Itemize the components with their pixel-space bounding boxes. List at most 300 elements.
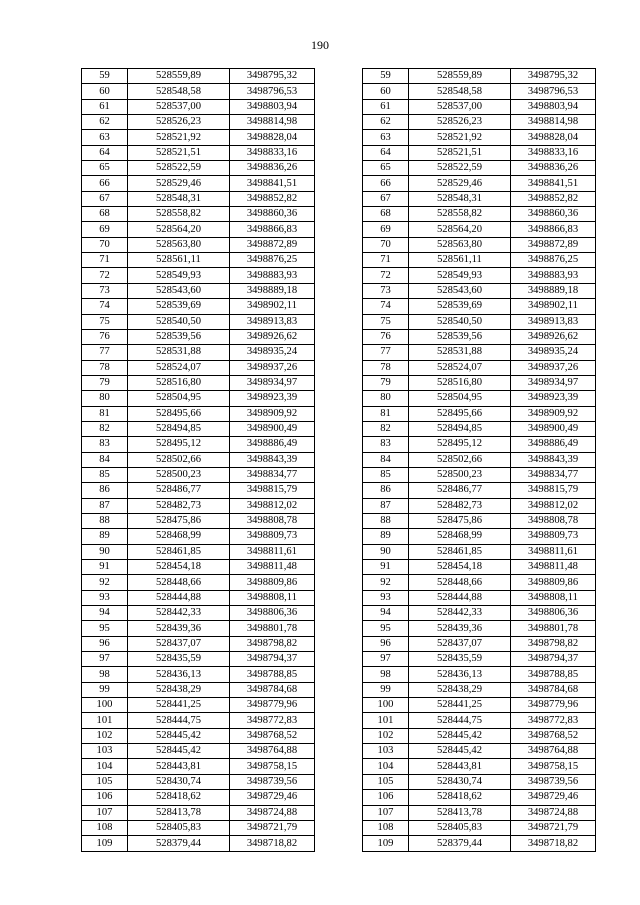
table-row [82,222,596,237]
left-y-coordinate-cell: 3498811,61 [230,544,315,559]
right-point-number-cell: 62 [363,115,409,130]
right-x-coordinate-cell: 528559,89 [409,69,511,84]
right-x-coordinate-cell: 528445,42 [409,728,511,743]
right-y-coordinate-cell: 3498841,51 [511,176,596,191]
right-y-coordinate-cell: 3498937,26 [511,360,596,375]
right-y-coordinate-cell: 3498909,92 [511,406,596,421]
left-point-number-cell: 60 [82,84,128,99]
right-y-coordinate-cell: 3498872,89 [511,237,596,252]
right-y-coordinate-cell: 3498811,61 [511,544,596,559]
left-point-number-cell: 76 [82,329,128,344]
table-row [82,99,596,114]
column-gap [315,744,363,759]
column-gap [315,529,363,544]
left-point-number-cell: 70 [82,237,128,252]
left-y-coordinate-cell: 3498758,15 [230,759,315,774]
left-point-number-cell: 108 [82,820,128,835]
right-x-coordinate-cell: 528441,25 [409,698,511,713]
table-row [82,621,596,636]
left-x-coordinate-cell: 528502,66 [128,452,230,467]
right-point-number-cell: 108 [363,820,409,835]
right-x-coordinate-cell: 528461,85 [409,544,511,559]
column-gap [315,790,363,805]
left-point-number-cell: 105 [82,774,128,789]
right-point-number-cell: 63 [363,130,409,145]
left-point-number-cell: 68 [82,207,128,222]
right-y-coordinate-cell: 3498764,88 [511,744,596,759]
right-y-coordinate-cell: 3498739,56 [511,774,596,789]
right-x-coordinate-cell: 528448,66 [409,575,511,590]
table-row [82,130,596,145]
left-x-coordinate-cell: 528529,46 [128,176,230,191]
left-point-number-cell: 84 [82,452,128,467]
right-x-coordinate-cell: 528442,33 [409,606,511,621]
left-x-coordinate-cell: 528413,78 [128,805,230,820]
left-point-number-cell: 87 [82,498,128,513]
right-y-coordinate-cell: 3498828,04 [511,130,596,145]
table-row [82,667,596,682]
left-point-number-cell: 98 [82,667,128,682]
right-y-coordinate-cell: 3498808,11 [511,590,596,605]
right-point-number-cell: 82 [363,421,409,436]
column-gap [315,452,363,467]
right-x-coordinate-cell: 528379,44 [409,836,511,852]
right-point-number-cell: 106 [363,790,409,805]
left-y-coordinate-cell: 3498721,79 [230,820,315,835]
right-point-number-cell: 103 [363,744,409,759]
left-point-number-cell: 101 [82,713,128,728]
right-x-coordinate-cell: 528494,85 [409,421,511,436]
column-gap [315,283,363,298]
right-x-coordinate-cell: 528439,36 [409,621,511,636]
right-x-coordinate-cell: 528454,18 [409,560,511,575]
right-y-coordinate-cell: 3498729,46 [511,790,596,805]
right-y-coordinate-cell: 3498801,78 [511,621,596,636]
left-x-coordinate-cell: 528539,56 [128,329,230,344]
right-y-coordinate-cell: 3498784,68 [511,682,596,697]
left-x-coordinate-cell: 528549,93 [128,268,230,283]
table-row [82,467,596,482]
right-y-coordinate-cell: 3498866,83 [511,222,596,237]
table-row [82,529,596,544]
right-x-coordinate-cell: 528558,82 [409,207,511,222]
right-point-number-cell: 68 [363,207,409,222]
column-gap [315,360,363,375]
left-x-coordinate-cell: 528500,23 [128,467,230,482]
right-y-coordinate-cell: 3498902,11 [511,299,596,314]
table-row [82,176,596,191]
left-y-coordinate-cell: 3498934,97 [230,375,315,390]
left-y-coordinate-cell: 3498794,37 [230,652,315,667]
right-y-coordinate-cell: 3498836,26 [511,161,596,176]
left-y-coordinate-cell: 3498926,62 [230,329,315,344]
right-point-number-cell: 66 [363,176,409,191]
right-point-number-cell: 97 [363,652,409,667]
column-gap [315,69,363,84]
left-x-coordinate-cell: 528540,50 [128,314,230,329]
right-y-coordinate-cell: 3498724,88 [511,805,596,820]
right-y-coordinate-cell: 3498794,37 [511,652,596,667]
right-point-number-cell: 104 [363,759,409,774]
table-row [82,391,596,406]
right-y-coordinate-cell: 3498772,83 [511,713,596,728]
left-x-coordinate-cell: 528437,07 [128,636,230,651]
left-x-coordinate-cell: 528504,95 [128,391,230,406]
left-x-coordinate-cell: 528521,51 [128,145,230,160]
right-point-number-cell: 69 [363,222,409,237]
left-point-number-cell: 100 [82,698,128,713]
left-point-number-cell: 77 [82,345,128,360]
column-gap [315,652,363,667]
right-point-number-cell: 71 [363,253,409,268]
right-point-number-cell: 81 [363,406,409,421]
right-point-number-cell: 92 [363,575,409,590]
column-gap [315,84,363,99]
right-x-coordinate-cell: 528443,81 [409,759,511,774]
table-row [82,513,596,528]
right-point-number-cell: 96 [363,636,409,651]
left-y-coordinate-cell: 3498798,82 [230,636,315,651]
table-row [82,836,596,852]
coordinates-table-body [82,69,596,852]
right-y-coordinate-cell: 3498803,94 [511,99,596,114]
left-point-number-cell: 85 [82,467,128,482]
table-row [82,452,596,467]
table-row [82,728,596,743]
left-y-coordinate-cell: 3498841,51 [230,176,315,191]
left-point-number-cell: 80 [82,391,128,406]
left-y-coordinate-cell: 3498809,73 [230,529,315,544]
left-y-coordinate-cell: 3498866,83 [230,222,315,237]
left-point-number-cell: 86 [82,483,128,498]
left-y-coordinate-cell: 3498876,25 [230,253,315,268]
right-point-number-cell: 98 [363,667,409,682]
right-x-coordinate-cell: 528495,12 [409,437,511,452]
right-x-coordinate-cell: 528549,93 [409,268,511,283]
right-x-coordinate-cell: 528529,46 [409,176,511,191]
right-x-coordinate-cell: 528539,56 [409,329,511,344]
left-point-number-cell: 104 [82,759,128,774]
right-x-coordinate-cell: 528564,20 [409,222,511,237]
left-x-coordinate-cell: 528516,80 [128,375,230,390]
left-x-coordinate-cell: 528445,42 [128,728,230,743]
column-gap [315,329,363,344]
left-y-coordinate-cell: 3498772,83 [230,713,315,728]
left-x-coordinate-cell: 528482,73 [128,498,230,513]
left-y-coordinate-cell: 3498923,39 [230,391,315,406]
right-x-coordinate-cell: 528413,78 [409,805,511,820]
column-gap [315,437,363,452]
left-point-number-cell: 97 [82,652,128,667]
right-point-number-cell: 78 [363,360,409,375]
left-y-coordinate-cell: 3498872,89 [230,237,315,252]
right-point-number-cell: 88 [363,513,409,528]
left-y-coordinate-cell: 3498806,36 [230,606,315,621]
column-gap [315,268,363,283]
left-y-coordinate-cell: 3498796,53 [230,84,315,99]
left-y-coordinate-cell: 3498784,68 [230,682,315,697]
left-x-coordinate-cell: 528564,20 [128,222,230,237]
right-point-number-cell: 99 [363,682,409,697]
right-x-coordinate-cell: 528486,77 [409,483,511,498]
right-y-coordinate-cell: 3498808,78 [511,513,596,528]
left-x-coordinate-cell: 528561,11 [128,253,230,268]
left-x-coordinate-cell: 528438,29 [128,682,230,697]
left-x-coordinate-cell: 528436,13 [128,667,230,682]
column-gap [315,820,363,835]
left-point-number-cell: 67 [82,191,128,206]
left-point-number-cell: 95 [82,621,128,636]
column-gap [315,145,363,160]
right-x-coordinate-cell: 528495,66 [409,406,511,421]
left-x-coordinate-cell: 528531,88 [128,345,230,360]
right-y-coordinate-cell: 3498809,73 [511,529,596,544]
right-x-coordinate-cell: 528502,66 [409,452,511,467]
left-point-number-cell: 61 [82,99,128,114]
table-row [82,314,596,329]
right-y-coordinate-cell: 3498788,85 [511,667,596,682]
right-y-coordinate-cell: 3498812,02 [511,498,596,513]
left-point-number-cell: 74 [82,299,128,314]
left-y-coordinate-cell: 3498843,39 [230,452,315,467]
left-point-number-cell: 64 [82,145,128,160]
table-row [82,820,596,835]
table-row [82,253,596,268]
left-point-number-cell: 93 [82,590,128,605]
right-point-number-cell: 102 [363,728,409,743]
right-y-coordinate-cell: 3498806,36 [511,606,596,621]
right-x-coordinate-cell: 528516,80 [409,375,511,390]
column-gap [315,345,363,360]
right-x-coordinate-cell: 528563,80 [409,237,511,252]
right-x-coordinate-cell: 528435,59 [409,652,511,667]
column-gap [315,774,363,789]
column-gap [315,759,363,774]
right-y-coordinate-cell: 3498721,79 [511,820,596,835]
right-point-number-cell: 64 [363,145,409,160]
left-point-number-cell: 71 [82,253,128,268]
left-point-number-cell: 62 [82,115,128,130]
left-x-coordinate-cell: 528418,62 [128,790,230,805]
column-gap [315,667,363,682]
column-gap [315,237,363,252]
right-y-coordinate-cell: 3498779,96 [511,698,596,713]
right-x-coordinate-cell: 528548,58 [409,84,511,99]
left-y-coordinate-cell: 3498808,78 [230,513,315,528]
right-point-number-cell: 87 [363,498,409,513]
right-y-coordinate-cell: 3498923,39 [511,391,596,406]
column-gap [315,636,363,651]
column-gap [315,560,363,575]
left-point-number-cell: 89 [82,529,128,544]
left-point-number-cell: 69 [82,222,128,237]
right-point-number-cell: 91 [363,560,409,575]
column-gap [315,698,363,713]
table-row [82,606,596,621]
right-y-coordinate-cell: 3498809,86 [511,575,596,590]
left-y-coordinate-cell: 3498886,49 [230,437,315,452]
right-point-number-cell: 76 [363,329,409,344]
right-y-coordinate-cell: 3498843,39 [511,452,596,467]
table-row [82,682,596,697]
column-gap [315,682,363,697]
left-point-number-cell: 88 [82,513,128,528]
right-x-coordinate-cell: 528543,60 [409,283,511,298]
left-x-coordinate-cell: 528522,59 [128,161,230,176]
left-point-number-cell: 72 [82,268,128,283]
right-x-coordinate-cell: 528482,73 [409,498,511,513]
left-y-coordinate-cell: 3498909,92 [230,406,315,421]
left-x-coordinate-cell: 528445,42 [128,744,230,759]
right-x-coordinate-cell: 528524,07 [409,360,511,375]
right-y-coordinate-cell: 3498889,18 [511,283,596,298]
left-x-coordinate-cell: 528526,23 [128,115,230,130]
table-row [82,544,596,559]
right-y-coordinate-cell: 3498935,24 [511,345,596,360]
left-point-number-cell: 99 [82,682,128,697]
left-x-coordinate-cell: 528543,60 [128,283,230,298]
right-y-coordinate-cell: 3498886,49 [511,437,596,452]
left-x-coordinate-cell: 528494,85 [128,421,230,436]
right-y-coordinate-cell: 3498926,62 [511,329,596,344]
right-x-coordinate-cell: 528537,00 [409,99,511,114]
left-point-number-cell: 82 [82,421,128,436]
column-gap [315,130,363,145]
right-point-number-cell: 73 [363,283,409,298]
right-point-number-cell: 67 [363,191,409,206]
left-y-coordinate-cell: 3498834,77 [230,467,315,482]
column-gap [315,176,363,191]
table-row [82,652,596,667]
right-point-number-cell: 90 [363,544,409,559]
right-y-coordinate-cell: 3498852,82 [511,191,596,206]
left-point-number-cell: 78 [82,360,128,375]
left-x-coordinate-cell: 528461,85 [128,544,230,559]
left-y-coordinate-cell: 3498788,85 [230,667,315,682]
table-row [82,161,596,176]
right-x-coordinate-cell: 528468,99 [409,529,511,544]
left-point-number-cell: 66 [82,176,128,191]
left-point-number-cell: 92 [82,575,128,590]
column-gap [315,498,363,513]
right-point-number-cell: 89 [363,529,409,544]
left-point-number-cell: 94 [82,606,128,621]
left-x-coordinate-cell: 528468,99 [128,529,230,544]
left-x-coordinate-cell: 528405,83 [128,820,230,835]
table-row [82,483,596,498]
table-row [82,299,596,314]
left-point-number-cell: 59 [82,69,128,84]
left-point-number-cell: 109 [82,836,128,852]
table-row [82,145,596,160]
left-x-coordinate-cell: 528442,33 [128,606,230,621]
left-x-coordinate-cell: 528435,59 [128,652,230,667]
right-y-coordinate-cell: 3498883,93 [511,268,596,283]
left-x-coordinate-cell: 528548,58 [128,84,230,99]
column-gap [315,191,363,206]
left-y-coordinate-cell: 3498729,46 [230,790,315,805]
left-point-number-cell: 102 [82,728,128,743]
table-row [82,560,596,575]
left-y-coordinate-cell: 3498724,88 [230,805,315,820]
table-row [82,805,596,820]
right-y-coordinate-cell: 3498768,52 [511,728,596,743]
left-point-number-cell: 90 [82,544,128,559]
column-gap [315,621,363,636]
right-point-number-cell: 65 [363,161,409,176]
right-y-coordinate-cell: 3498758,15 [511,759,596,774]
table-row [82,191,596,206]
left-y-coordinate-cell: 3498889,18 [230,283,315,298]
right-point-number-cell: 74 [363,299,409,314]
column-gap [315,99,363,114]
column-gap [315,513,363,528]
left-x-coordinate-cell: 528548,31 [128,191,230,206]
right-x-coordinate-cell: 528475,86 [409,513,511,528]
left-point-number-cell: 103 [82,744,128,759]
left-point-number-cell: 107 [82,805,128,820]
left-x-coordinate-cell: 528539,69 [128,299,230,314]
right-point-number-cell: 85 [363,467,409,482]
table-row [82,207,596,222]
left-x-coordinate-cell: 528475,86 [128,513,230,528]
column-gap [315,836,363,852]
column-gap [315,406,363,421]
table-row [82,375,596,390]
left-y-coordinate-cell: 3498815,79 [230,483,315,498]
left-y-coordinate-cell: 3498803,94 [230,99,315,114]
left-x-coordinate-cell: 528454,18 [128,560,230,575]
table-row [82,498,596,513]
right-x-coordinate-cell: 528548,31 [409,191,511,206]
table-row [82,283,596,298]
column-gap [315,544,363,559]
column-gap [315,161,363,176]
right-point-number-cell: 61 [363,99,409,114]
column-gap [315,575,363,590]
right-x-coordinate-cell: 528430,74 [409,774,511,789]
right-x-coordinate-cell: 528522,59 [409,161,511,176]
right-y-coordinate-cell: 3498795,32 [511,69,596,84]
left-y-coordinate-cell: 3498902,11 [230,299,315,314]
right-x-coordinate-cell: 528445,42 [409,744,511,759]
table-row [82,774,596,789]
right-point-number-cell: 94 [363,606,409,621]
left-y-coordinate-cell: 3498812,02 [230,498,315,513]
right-y-coordinate-cell: 3498876,25 [511,253,596,268]
left-y-coordinate-cell: 3498828,04 [230,130,315,145]
left-x-coordinate-cell: 528524,07 [128,360,230,375]
column-gap [315,421,363,436]
right-y-coordinate-cell: 3498834,77 [511,467,596,482]
column-gap [315,115,363,130]
column-gap [315,805,363,820]
right-y-coordinate-cell: 3498796,53 [511,84,596,99]
right-x-coordinate-cell: 528504,95 [409,391,511,406]
column-gap [315,391,363,406]
table-row [82,698,596,713]
right-y-coordinate-cell: 3498860,36 [511,207,596,222]
right-point-number-cell: 70 [363,237,409,252]
right-point-number-cell: 60 [363,84,409,99]
table-row [82,115,596,130]
left-point-number-cell: 63 [82,130,128,145]
right-point-number-cell: 59 [363,69,409,84]
table-row [82,421,596,436]
left-point-number-cell: 106 [82,790,128,805]
column-gap [315,606,363,621]
left-x-coordinate-cell: 528444,88 [128,590,230,605]
